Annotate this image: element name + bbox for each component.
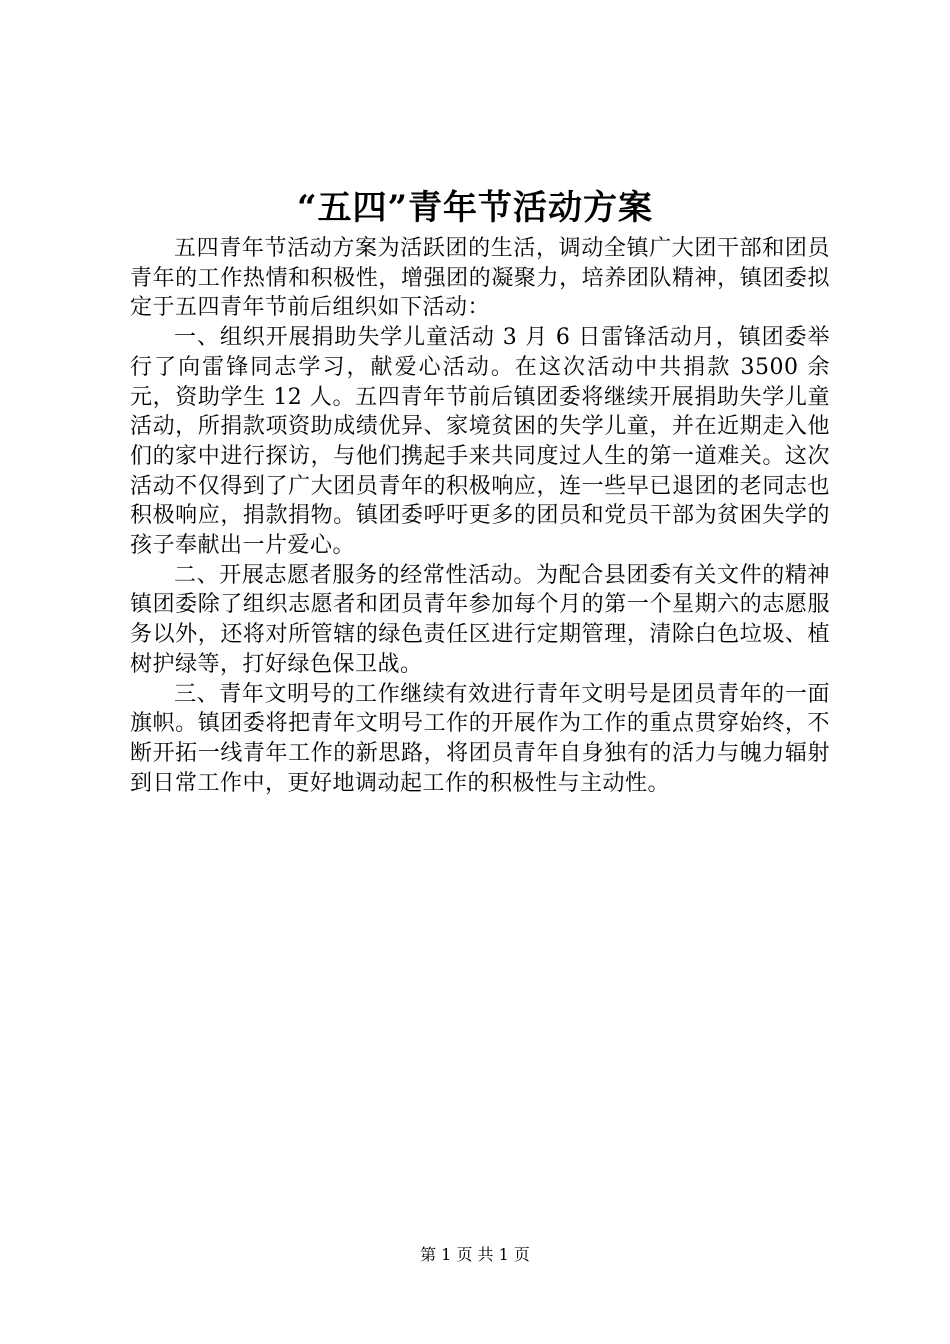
document-body (130, 234, 830, 798)
paragraph-section-3: 三、青年文明号的工作继续有效进行青年文明号是团员青年的一面旗帜。镇团委将把青年文明号工作的开展作为工作的重点贯穿始终，不断开拓一线青年工作的新思路，将团员青年自身独有的活力与魄力辐射到日常工作中，更好地调动起工作的积极性与主动性。 (130, 681, 830, 796)
page-footer: 第 1 页 共 1 页 (420, 1245, 530, 1264)
paragraph-section-1: 一、组织开展捐助失学儿童活动 3 月 6 日雷锋活动月，镇团委举行了向雷锋同志学习，献爱心活动。在这次活动中共捐款 3500 余元，资助学生 12 人。五四青年节前后镇团委将继续开展捐助失学儿童活动，所捐款项资助成绩优异、家境贫困的失学儿童，并在近期走入他们的家中进行探访，与他们携起手来共同度过人生的第一道难关。这次活动不仅得到了广大团员青年的积极响应，连一些早已退团的老同志也积极响应，捐款捐物。镇团委呼吁更多的团员和党员干部为贫困失学的孩子奉献出一片爱心。 (130, 325, 830, 559)
paragraph-section-2: 二、开展志愿者服务的经常性活动。为配合县团委有关文件的精神镇团委除了组织志愿者和团员青年参加每个月的第一个星期六的志愿服务以外，还将对所管辖的绿色责任区进行定期管理，清除白色垃圾、植树护绿等，打好绿色保卫战。 (130, 562, 830, 677)
document-title: “五四”青年节活动方案 (296, 188, 654, 228)
paragraph-intro: 五四青年节活动方案为活跃团的生活，调动全镇广大团干部和团员青年的工作热情和积极性，增强团的凝聚力，培养团队精神，镇团委拟定于五四青年节前后组织如下活动： (130, 236, 830, 321)
